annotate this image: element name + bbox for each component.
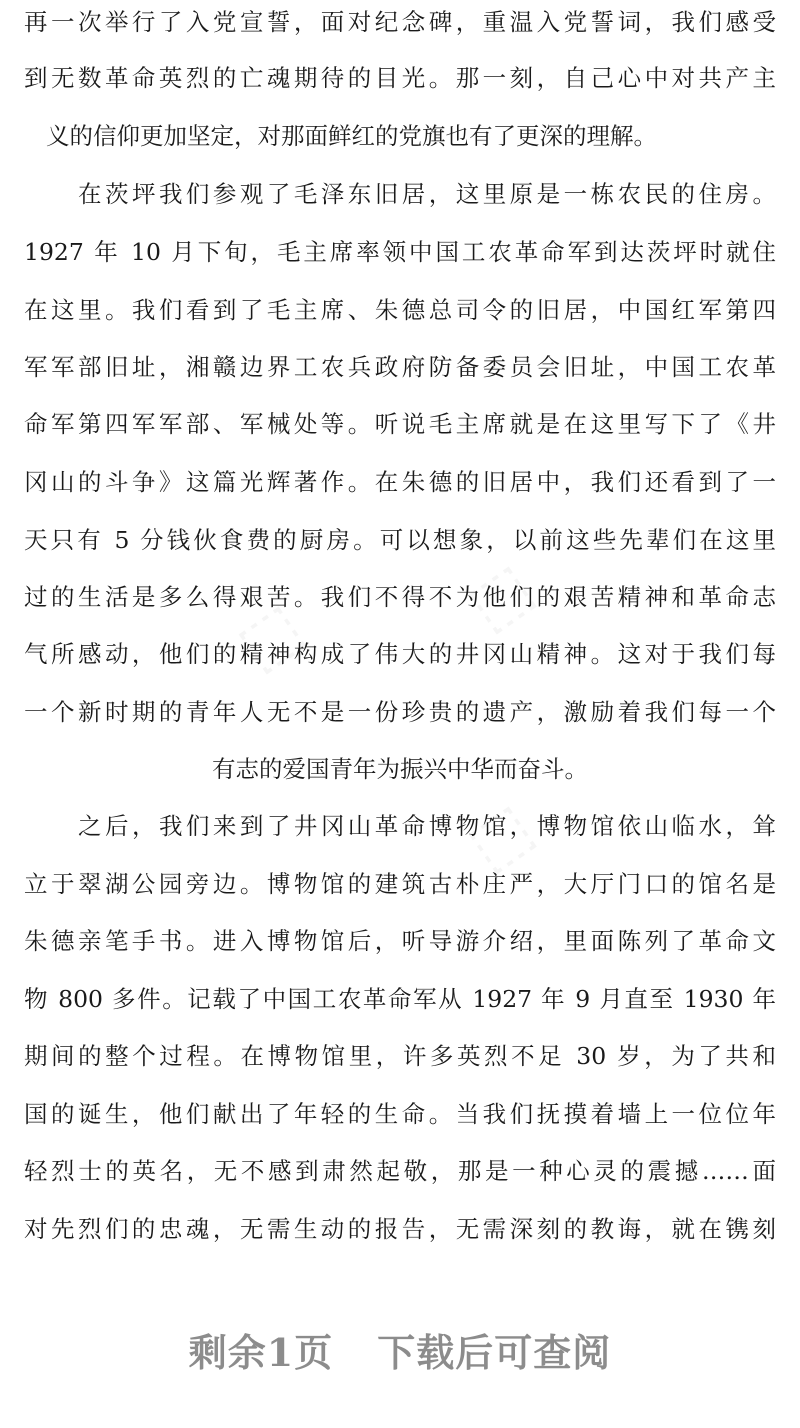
text-line: 1927 年 10 月下旬，毛主席率领中国工农革命军到达茨坪时就住	[24, 238, 776, 266]
watermark: ⬚	[454, 549, 547, 645]
text-line: 过的生活是多么得艰苦。我们不得不为他们的艰苦精神和革命志	[24, 583, 776, 611]
text-line: 军军部旧址，湘赣边界工农兵政府防备委员会旧址，中国工农革	[24, 353, 776, 381]
download-to-view-label: 下载后可查阅	[377, 1330, 612, 1375]
text-line: 到无数革命英烈的亡魂期待的目光。那一刻，自己心中对共产主	[24, 64, 776, 92]
text-line: 轻烈士的英名，无不感到肃然起敬，那是一种心灵的震撼……面	[24, 1157, 776, 1185]
paragraph-start-line: 之后，我们来到了井冈山革命博物馆，博物馆依山临水，耸	[78, 812, 776, 840]
text-line: 天只有 5 分钱伙食费的厨房。可以想象，以前这些先辈们在这里	[24, 526, 776, 554]
text-line: 有志的爱国青年为振兴中华而奋斗。	[212, 755, 588, 783]
text-line: 在这里。我们看到了毛主席、朱德总司令的旧居，中国红军第四	[24, 296, 776, 324]
text-line: 期间的整个过程。在博物馆里，许多英烈不足 30 岁，为了共和	[24, 1042, 776, 1070]
text-line: 义的信仰更加坚定，对那面鲜红的党旗也有了更深的理解。	[46, 122, 657, 150]
remaining-pages-label: 剩余1页	[188, 1330, 334, 1375]
text-line: 气所感动，他们的精神构成了伟大的井冈山精神。这对于我们每	[24, 640, 776, 668]
text-line: 命军第四军军部、军械处等。听说毛主席就是在这里写下了《井	[24, 410, 776, 438]
text-line: 再一次举行了入党宣誓，面对纪念碑，重温入党誓词，我们感受	[24, 8, 776, 36]
text-line: 立于翠湖公园旁边。博物馆的建筑古朴庄严，大厅门口的馆名是	[24, 870, 776, 898]
text-line: 朱德亲笔手书。进入博物馆后，听导游介绍，里面陈列了革命文	[24, 927, 776, 955]
text-line: 冈山的斗争》这篇光辉著作。在朱德的旧居中，我们还看到了一	[24, 468, 776, 496]
text-line: 国的诞生，他们献出了年轻的生命。当我们抚摸着墙上一位位年	[24, 1100, 776, 1128]
watermark: ⬚	[454, 789, 547, 885]
text-line: 对先烈们的忠魂，无需生动的报告，无需深刻的教诲，就在镌刻	[24, 1215, 776, 1243]
watermark: ⬚	[224, 589, 317, 685]
text-line: 一个新时期的青年人无不是一份珍贵的遗产，激励着我们每一个	[24, 698, 776, 726]
download-banner[interactable]	[0, 1318, 800, 1388]
paragraph-start-line: 在茨坪我们参观了毛泽东旧居，这里原是一栋农民的住房。	[78, 180, 776, 208]
text-line: 物 800 多件。记载了中国工农革命军从 1927 年 9 月直至 1930 年	[24, 985, 776, 1013]
